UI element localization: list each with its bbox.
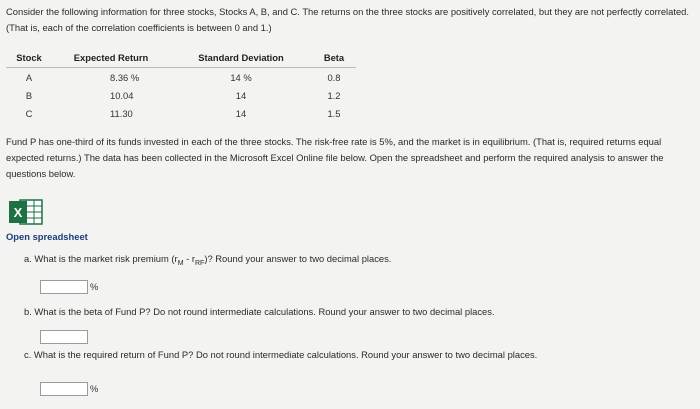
question-a bbox=[24, 253, 391, 267]
question-a-suffix: )? Round your answer to two decimal places. bbox=[204, 253, 392, 264]
excel-icon[interactable] bbox=[8, 198, 44, 226]
cell-beta: 0.8 bbox=[327, 71, 341, 83]
answer-b-input[interactable] bbox=[40, 330, 88, 344]
cell-beta: 1.5 bbox=[327, 107, 341, 119]
question-b: b. What is the beta of Fund P? Do not round intermediate calculations. Round your answer to two decimal places. bbox=[24, 306, 495, 317]
cell-expected-return: 10.04 bbox=[110, 89, 134, 101]
cell-expected-return: 8.36 % bbox=[110, 71, 140, 83]
question-a-sub-rf: RF bbox=[195, 259, 205, 267]
answer-c-unit: % bbox=[90, 383, 99, 394]
cell-beta: 1.2 bbox=[327, 89, 341, 101]
stocks-table bbox=[6, 50, 356, 122]
table-row bbox=[6, 86, 356, 104]
answer-a-unit: % bbox=[90, 281, 99, 292]
question-a-prefix: a. What is the market risk premium (r bbox=[24, 253, 178, 264]
header-beta: Beta bbox=[312, 50, 356, 68]
question-a-sub-m: M bbox=[177, 259, 184, 267]
header-std-dev: Standard Deviation bbox=[170, 50, 312, 68]
cell-stock: C bbox=[25, 107, 33, 119]
table-row bbox=[6, 104, 356, 122]
header-expected-return: Expected Return bbox=[52, 50, 170, 68]
cell-std-dev: 14 % bbox=[230, 71, 252, 83]
answer-a-input[interactable] bbox=[40, 280, 88, 294]
cell-stock: A bbox=[25, 71, 33, 83]
question-a-mid: - r bbox=[183, 253, 195, 264]
open-spreadsheet-link[interactable]: Open spreadsheet bbox=[6, 231, 88, 242]
header-stock: Stock bbox=[6, 50, 52, 68]
question-c: c. What is the required return of Fund P? Do not round intermediate calculations. Round your answer to two decimal places. bbox=[24, 349, 538, 360]
table-header-row bbox=[6, 50, 356, 68]
fund-description: Fund P has one-third of its funds invested in each of the three stocks. The risk-free rate is 5%, and the market is in equilibrium. (That is, required returns equal expected returns.) The data has been collected in the Microsoft Excel Online file below. Open the spreadsheet and perform the required analysis to answer the questions below. bbox=[6, 136, 664, 179]
cell-stock: B bbox=[25, 89, 33, 101]
intro-text: Consider the following information for three stocks, Stocks A, B, and C. The returns on the three stocks are positively correlated, but they are not perfectly correlated. (That is, each of the correlation coefficients is between 0 and 1.) bbox=[6, 6, 689, 33]
cell-std-dev: 14 bbox=[235, 107, 247, 119]
answer-c-input[interactable] bbox=[40, 382, 88, 396]
table-row bbox=[6, 68, 356, 87]
cell-expected-return: 11.30 bbox=[110, 107, 133, 119]
excel-icon-letter: X bbox=[13, 205, 23, 220]
cell-std-dev: 14 bbox=[235, 89, 247, 101]
